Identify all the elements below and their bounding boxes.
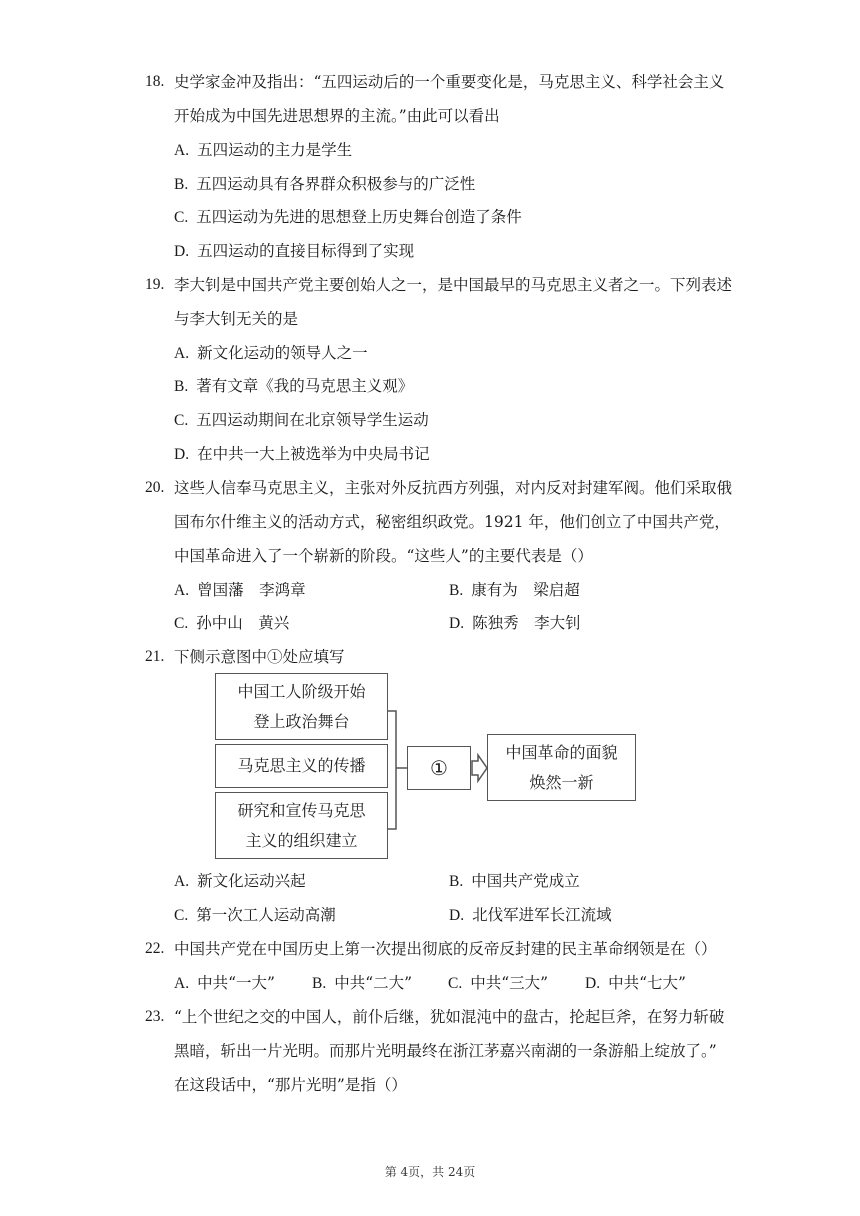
question-23-number: 23. bbox=[145, 1008, 165, 1025]
question-23-text-line-2: 黑暗，斩出一片光明。而那片光明最终在浙江茅嘉兴南湖的一条游船上绽放了。” bbox=[174, 1042, 717, 1060]
option-letter: A. bbox=[174, 142, 190, 159]
diagram-box-working-class bbox=[215, 673, 388, 740]
option-text: 第一次工人运动高潮 bbox=[196, 906, 336, 924]
option-letter: A. bbox=[174, 345, 190, 362]
option-text: 中共“二大” bbox=[334, 974, 413, 992]
option-text: 孙中山 黄兴 bbox=[196, 614, 290, 632]
option-text: 陈独秀 李大钊 bbox=[472, 614, 581, 632]
option-text: 五四运动具有各界群众积极参与的广泛性 bbox=[196, 175, 476, 193]
question-19-text-line-1: 李大钊是中国共产党主要创始人之一，是中国最早的马克思主义者之一。下列表述 bbox=[174, 276, 733, 294]
diagram-box-blank-1 bbox=[407, 746, 471, 790]
option-text: 新文化运动的领导人之一 bbox=[197, 344, 368, 362]
question-19-text-line-2: 与李大钊无关的是 bbox=[174, 310, 299, 328]
question-21-option-a bbox=[174, 871, 306, 892]
option-letter: A. bbox=[174, 975, 190, 992]
option-letter: D. bbox=[449, 615, 465, 632]
option-text: 五四运动的主力是学生 bbox=[197, 141, 353, 159]
question-20-text-line-3: 中国革命进入了一个崭新的阶段。“这些人”的主要代表是（） bbox=[174, 547, 593, 565]
option-text: 中共“一大” bbox=[197, 974, 275, 992]
question-20-number: 20. bbox=[145, 479, 165, 496]
box-line: 登上政治舞台 bbox=[253, 711, 350, 731]
box-line: 中国工人阶级开始 bbox=[237, 681, 366, 701]
option-text: 新文化运动兴起 bbox=[197, 872, 306, 890]
option-letter: B. bbox=[449, 582, 464, 599]
question-18-text-line-2: 开始成为中国先进思想界的主流。”由此可以看出 bbox=[174, 107, 500, 125]
question-22-option-d bbox=[585, 973, 686, 994]
option-letter: B. bbox=[312, 975, 327, 992]
diagram-box-marxism-spread bbox=[215, 744, 388, 788]
question-20-text-line-2: 国布尔什维主义的活动方式，秘密组织政党。1921 年，他们创立了中国共产党， bbox=[174, 513, 730, 531]
hollow-arrow-icon bbox=[472, 755, 487, 781]
option-letter: A. bbox=[174, 582, 190, 599]
question-19-number: 19. bbox=[145, 276, 165, 293]
question-18-number: 18. bbox=[145, 73, 165, 90]
option-text: 五四运动期间在北京领导学生运动 bbox=[196, 411, 429, 429]
diagram-box-result bbox=[487, 734, 636, 801]
question-22-option-a bbox=[174, 973, 275, 994]
option-letter: B. bbox=[174, 176, 189, 193]
bracket-line bbox=[388, 711, 396, 829]
question-22-number: 22. bbox=[145, 940, 165, 957]
blank-marker: ① bbox=[430, 756, 448, 780]
option-text: 在中共一大上被选举为中央局书记 bbox=[197, 445, 430, 463]
box-line: 研究和宣传马克思 bbox=[237, 800, 366, 820]
question-22-option-c bbox=[448, 973, 548, 994]
page-footer: 第 4页，共 24页 bbox=[384, 1165, 476, 1179]
question-21-option-c bbox=[174, 905, 336, 926]
question-23-text-line-3: 在这段话中，“那片光明”是指（） bbox=[174, 1076, 407, 1094]
option-letter: B. bbox=[449, 873, 464, 890]
question-21-text-line-1: 下侧示意图中①处应填写 bbox=[174, 648, 345, 666]
option-text: 著有文章《我的马克思主义观》 bbox=[196, 377, 414, 395]
question-18-text-line-1: 史学家金冲及指出：“五四运动后的一个重要变化是，马克思主义、科学社会主义 bbox=[174, 73, 725, 91]
option-letter: C. bbox=[174, 412, 189, 429]
option-letter: A. bbox=[174, 873, 190, 890]
box-line: 焕然一新 bbox=[529, 772, 594, 792]
option-letter: C. bbox=[448, 975, 463, 992]
question-22-option-b bbox=[312, 973, 412, 994]
option-text: 五四运动的直接目标得到了实现 bbox=[197, 242, 415, 260]
option-text: 中国共产党成立 bbox=[471, 872, 580, 890]
box-line: 马克思主义的传播 bbox=[237, 756, 366, 775]
option-text: 五四运动为先进的思想登上历史舞台创造了条件 bbox=[196, 208, 522, 226]
option-letter: C. bbox=[174, 907, 189, 924]
option-letter: C. bbox=[174, 209, 189, 226]
question-20-text-line-1: 这些人信奉马克思主义，主张对外反抗西方列强，对内反对封建军阀。他们采取俄 bbox=[174, 479, 733, 497]
option-letter: D. bbox=[449, 907, 465, 924]
question-23-text-line-1: “上个世纪之交的中国人，前仆后继，犹如混沌中的盘古，抡起巨斧，在努力斩破 bbox=[174, 1008, 725, 1026]
box-line: 中国革命的面貌 bbox=[505, 742, 618, 762]
box-line: 主义的组织建立 bbox=[245, 830, 358, 850]
question-21-option-d bbox=[449, 905, 612, 926]
question-22-text-line-1: 中国共产党在中国历史上第一次提出彻底的反帝反封建的民主革命纲领是在（） bbox=[174, 940, 717, 958]
option-letter: D. bbox=[585, 975, 601, 992]
option-letter: D. bbox=[174, 446, 190, 463]
option-text: 北伐军进军长江流域 bbox=[472, 906, 612, 924]
option-letter: B. bbox=[174, 378, 189, 395]
option-text: 中共“三大” bbox=[470, 974, 549, 992]
option-text: 曾国藩 李鸿章 bbox=[197, 581, 306, 599]
question-21-option-b bbox=[449, 871, 580, 892]
question-21-number: 21. bbox=[145, 648, 165, 665]
option-text: 中共“七大” bbox=[608, 974, 686, 992]
option-text: 康有为 梁启超 bbox=[471, 581, 580, 599]
option-letter: C. bbox=[174, 615, 189, 632]
option-letter: D. bbox=[174, 243, 190, 260]
diagram-box-organizations bbox=[215, 792, 388, 859]
